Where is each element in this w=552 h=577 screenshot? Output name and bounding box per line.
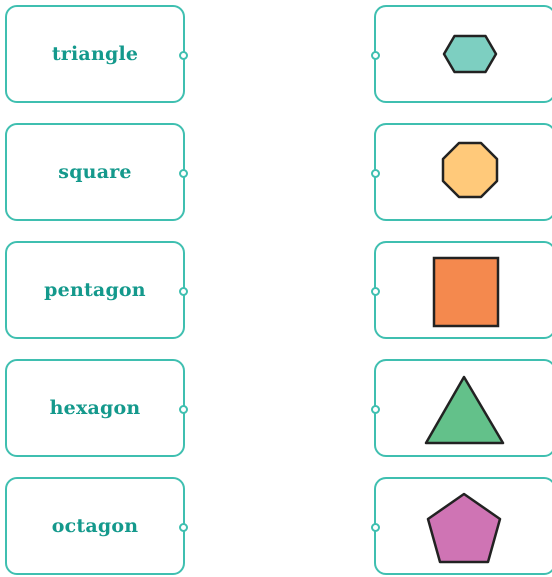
connector-dot[interactable] (179, 169, 188, 178)
square-shape (434, 258, 498, 326)
word-label: triangle (51, 43, 139, 65)
shape-card-square[interactable] (374, 241, 552, 339)
triangle-shape (426, 377, 503, 443)
word-card-hexagon[interactable] (5, 359, 185, 457)
pentagon-shape (428, 494, 500, 562)
word-card-square[interactable] (5, 123, 185, 221)
word-card-pentagon[interactable] (5, 241, 185, 339)
shape-card-triangle[interactable] (374, 359, 552, 457)
octagon-shape (443, 143, 497, 197)
hexagon-shape (444, 36, 496, 72)
shape-card-hexagon[interactable] (374, 5, 552, 103)
square-icon (376, 243, 552, 337)
shape-card-octagon[interactable] (374, 123, 552, 221)
triangle-icon (376, 361, 552, 455)
word-card-triangle[interactable] (5, 5, 185, 103)
word-card-octagon[interactable] (5, 477, 185, 575)
pentagon-icon (376, 479, 552, 573)
connector-dot[interactable] (179, 51, 188, 60)
connector-dot[interactable] (179, 405, 188, 414)
word-label: octagon (51, 515, 139, 537)
connector-dot[interactable] (179, 523, 188, 532)
word-label: square (58, 161, 132, 183)
connector-dot[interactable] (179, 287, 188, 296)
shape-card-pentagon[interactable] (374, 477, 552, 575)
octagon-icon (376, 125, 552, 219)
hexagon-icon (376, 7, 552, 101)
word-label: pentagon (44, 279, 146, 301)
word-label: hexagon (49, 397, 141, 419)
